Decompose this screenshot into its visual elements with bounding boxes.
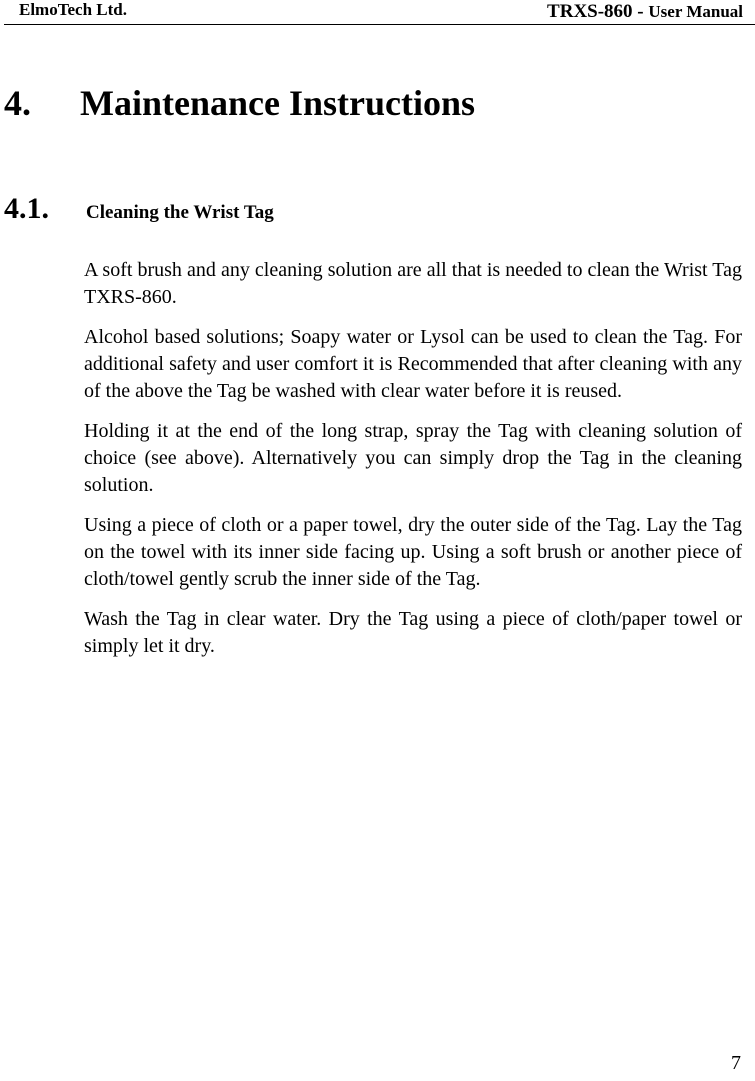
- paragraph: Holding it at the end of the long strap, spray the Tag with cleaning solution of choice (see above). Alternatively you can simply drop the Tag in the cleaning solution.: [84, 420, 742, 496]
- section-number: 4.1.: [4, 192, 49, 225]
- company-name: ElmoTech Ltd.: [19, 0, 128, 19]
- page-number: 7: [731, 1052, 741, 1074]
- chapter-heading: [4, 82, 475, 124]
- chapter-number: 4.: [4, 83, 31, 123]
- section-heading: [4, 192, 274, 226]
- section-title: Cleaning the Wrist Tag: [86, 202, 274, 223]
- chapter-title: Maintenance Instructions: [80, 83, 475, 123]
- document-title: [547, 1, 743, 23]
- section-body: [84, 257, 742, 673]
- manual-label: User Manual: [648, 2, 743, 21]
- page-header: [4, 0, 755, 25]
- paragraph: Alcohol based solutions; Soapy water or Lysol can be used to clean the Tag. For additional safety and user comfort it is Recommended that after cleaning with any of the above the Tag be washed with clear water before it is reused.: [84, 326, 742, 402]
- paragraph: Wash the Tag in clear water. Dry the Tag using a piece of cloth/paper towel or simply let it dry.: [84, 608, 742, 657]
- paragraph: A soft brush and any cleaning solution are all that is needed to clean the Wrist Tag TXRS-860.: [84, 259, 742, 308]
- paragraph: Using a piece of cloth or a paper towel, dry the outer side of the Tag. Lay the Tag on the towel with its inner side facing up. Using a soft brush or another piece of cloth/towel gently scrub the inner side of the Tag.: [84, 514, 742, 590]
- model-name: TRXS-860 -: [547, 1, 649, 22]
